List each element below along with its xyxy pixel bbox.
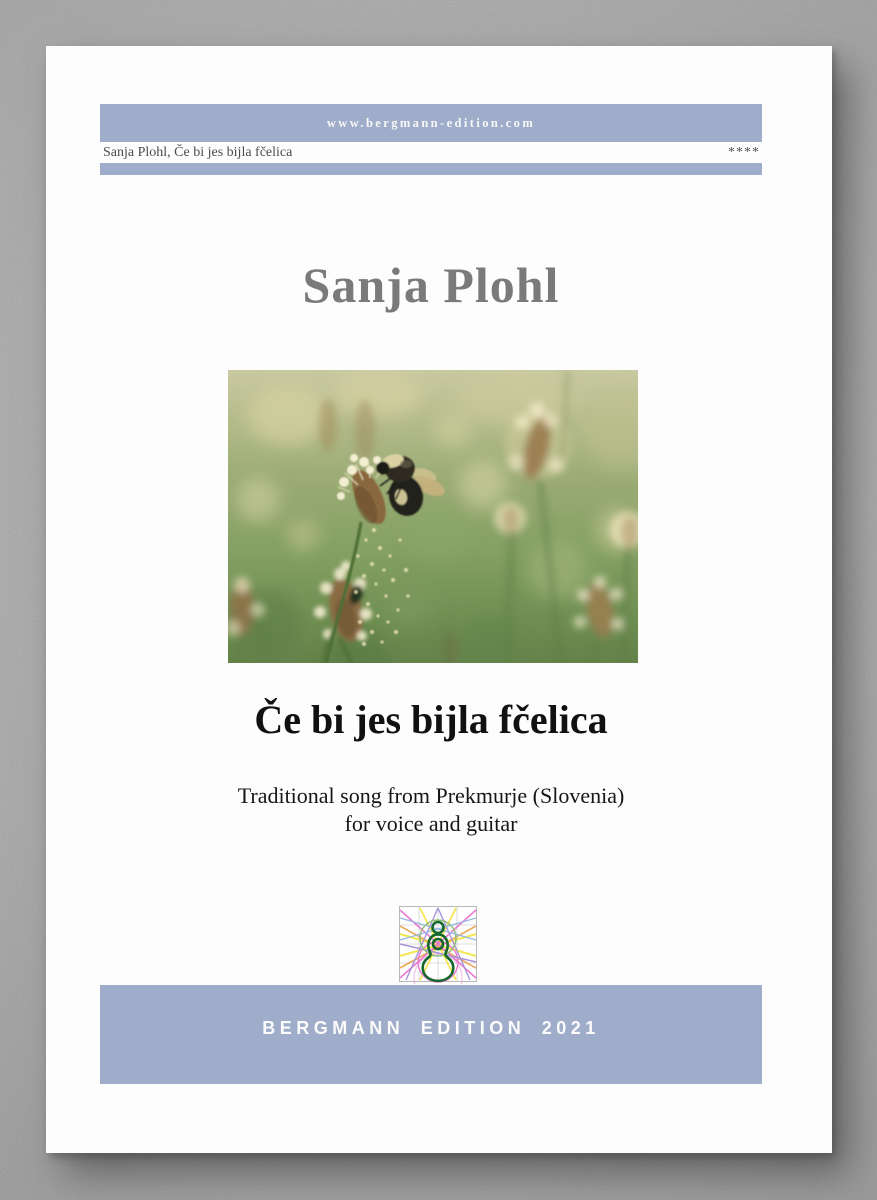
subtitle-line-1: Traditional song from Prekmurje (Slovenia) (237, 783, 625, 808)
work-title: Če bi jes bijla fčelica (254, 697, 608, 742)
cover-page (46, 46, 832, 1153)
divider-bar (100, 163, 762, 175)
publisher-banner (100, 985, 762, 1084)
bee-meadow-photo (228, 370, 638, 663)
guitar-geometry-icon (396, 904, 480, 984)
work-subtitle (100, 782, 762, 838)
edition-stars: **** (728, 144, 760, 160)
subtitle-line-2: for voice and guitar (344, 811, 518, 836)
publisher-banner-label: BERGMANN EDITION 2021 (262, 1018, 600, 1038)
composer-name: Sanja Plohl (302, 257, 560, 313)
work-info-text: Sanja Plohl, Če bi jes bijla fčelica (103, 144, 293, 160)
publisher-logo (396, 904, 480, 984)
work-info-row (100, 142, 762, 163)
website-banner (100, 104, 762, 142)
website-url: www.bergmann-edition.com (326, 115, 536, 130)
